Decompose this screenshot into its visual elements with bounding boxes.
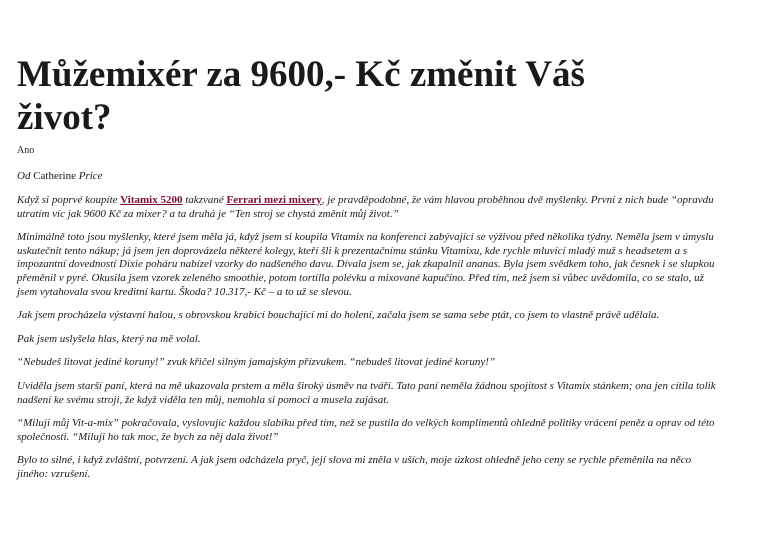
byline-prefix: Od <box>17 170 34 182</box>
author-first-name: Catherine <box>33 170 76 182</box>
vitamix-5200-link[interactable]: Vitamix 5200 <box>120 194 183 206</box>
author-last-name: Price <box>75 170 103 182</box>
p1-text-before: Když si poprvé koupíte <box>17 194 121 206</box>
ferrari-mixers-link[interactable]: Ferrari mezi mixery <box>226 194 322 206</box>
p1-text-between: takzvané <box>182 194 227 206</box>
paragraph-2: Minimálně toto jsou myšlenky, které jsem měla já, když jsem si koupila Vitamix na konferenci zabývající se výživou před několika týdny. Neměla jsem v úmyslu uskutečnit tento nákup; já jsem jen doprovázela některé kolegy, kteří šli k prezentačnímu stánku Vitamixu, kde rychle mluvící mladý muž s headsetem a s impozantní dovedností Dixie poháru nabízel vzorky do nadšeného davu. Dívala jsem se, jak zkapalnil ananas. Byla jsem svědkem toho, jak česnek i se slupkou přeměnil v pyré. Okusila jsem vzorek zeleného smoothie, potom tortilla polévku a mixované kapučíno. Před tím, než jsem si vůbec uvědomila, co se stalo, už jsem vytahovala svou kreditní kartu. Škoda? 10.317,- Kč – a to už se slevou. <box>17 231 715 298</box>
paragraph-1 <box>17 194 722 221</box>
article <box>17 53 722 482</box>
article-title: Můžemixér za 9600,- Kč změnit Váš život? <box>17 54 585 138</box>
paragraph-4: Pak jsem uslyšela hlas, který na mě volal. <box>17 332 201 345</box>
p1-text-after: , je pravděpodobné, že vám hlavou proběhnou dvě myšlenky. První z nich bude “opravdu utratím víc jak 9600 Kč za mixer? a ta druhá je “Ten stroj se chystá změnit můj život.” <box>17 194 714 220</box>
paragraph-7: “Miluji můj Vit-a-mix” pokračovala, vyslovujíc každou slabiku před tím, než se pustila do velkých komplimentů ohledně politiky vrácení peněz a oprav od této společnosti. “Miluji ho tak moc, že bych za něj dala život!” <box>17 417 715 443</box>
paragraph-3: Jak jsem procházela výstavní halou, s obrovskou krabicí bouchající mi do holení, začala jsem se sama sebe ptát, co jsem to vlastně právě udělala. <box>17 309 660 322</box>
paragraph-6: Uviděla jsem starší paní, která na mě ukazovala prstem a měla široký úsměv na tváři. Tato paní neměla žádnou spojitost s Vitamix stánkem; ona jen cítila tolik nadšení ke svému stroji, že když viděla ten můj, nemohla si pomoci a musela zajásat. <box>17 379 716 406</box>
paragraph-8: Bylo to silné, i když zvláštní, potvrzení. A jak jsem odcházela pryč, její slova mi zněla v uších, moje úzkost ohledně jeho ceny se rychle přeměnila na něco jiného: vzrušení. <box>17 454 692 480</box>
byline <box>17 169 722 183</box>
paragraph-5: “Nebudeš litovat jediné koruny!” zvuk křičel silným jamajským přízvukem. “nebudeš litovat jediné koruny!” <box>17 356 496 369</box>
article-subtitle: Ano <box>17 145 35 156</box>
